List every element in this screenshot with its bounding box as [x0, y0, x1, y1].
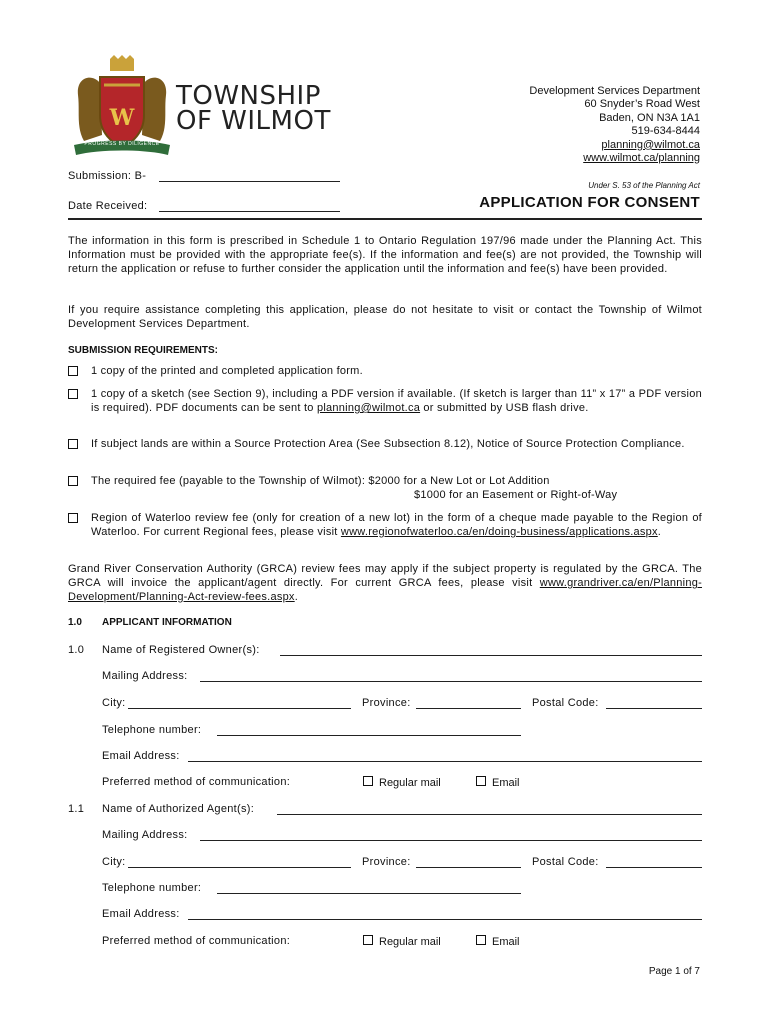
svg-text:W: W: [109, 105, 135, 131]
requirement-checkbox-2[interactable]: [68, 389, 78, 399]
dept-phone: 519-634-8444: [631, 125, 700, 138]
agent-name-label: Name of Authorized Agent(s):: [102, 803, 255, 815]
owner-email-label: Email Address:: [102, 750, 180, 762]
requirement-checkbox-5[interactable]: [68, 513, 78, 523]
agent-city-label: City:: [102, 856, 126, 868]
owner-regular-mail-label: Regular mail: [379, 777, 441, 789]
agent-mail-field[interactable]: [200, 840, 702, 841]
agent-number: 1.1: [68, 803, 85, 815]
dept-name: Development Services Department: [529, 85, 700, 97]
submission-label: Submission: B-: [68, 170, 147, 182]
agent-telephone-label: Telephone number:: [102, 882, 202, 894]
requirement-5-text-end: .: [657, 526, 662, 538]
agent-telephone-field[interactable]: [217, 893, 521, 894]
owner-province-label: Province:: [362, 697, 411, 709]
requirement-checkbox-1[interactable]: [68, 366, 78, 376]
grca-text-end: .: [294, 591, 298, 603]
region-waterloo-link[interactable]: www.regionofwaterloo.ca/en/doing-business/applications.aspx: [340, 526, 658, 538]
requirement-2-text-end: or submitted by USB flash drive.: [420, 402, 589, 414]
header-divider: [68, 218, 702, 220]
requirement-5-text: Region of Waterloo review fee (only for creation of a new lot) in the form of a cheque made payable to the Region of Waterloo. For current Regional fees, please visit: [91, 512, 702, 538]
requirement-checkbox-3[interactable]: [68, 439, 78, 449]
checkbox-icon: [363, 776, 373, 786]
owner-name-label: Name of Registered Owner(s):: [102, 644, 260, 656]
requirements-heading: SUBMISSION REQUIREMENTS:: [68, 345, 219, 356]
date-received-field[interactable]: [159, 211, 340, 212]
requirement-2: [91, 387, 702, 415]
agent-email-option[interactable]: [476, 935, 520, 948]
submission-number-field[interactable]: [159, 181, 340, 182]
agent-postal-field[interactable]: [606, 867, 702, 868]
grca-paragraph: [68, 562, 702, 604]
township-name: [176, 81, 331, 136]
agent-email-label: Email Address:: [102, 908, 180, 920]
agent-pref-label: Preferred method of communication:: [102, 935, 291, 947]
owner-telephone-label: Telephone number:: [102, 724, 202, 736]
planning-act-reference: Under S. 53 of the Planning Act: [588, 181, 700, 190]
grca-link[interactable]: www.grandriver.ca/en/Planning-Development/Planning-Act-review-fees.aspx: [68, 577, 702, 603]
owner-email-field[interactable]: [188, 761, 702, 762]
owner-telephone-field[interactable]: [217, 735, 521, 736]
requirement-5: [91, 511, 702, 539]
agent-regular-mail-label: Regular mail: [379, 936, 441, 948]
dept-email-link[interactable]: planning@wilmot.ca: [601, 138, 700, 151]
requirement-4: The required fee (payable to the Township of Wilmot): $2000 for a New Lot or Lot Addition: [91, 475, 550, 487]
owner-email-option[interactable]: [476, 776, 520, 789]
owner-name-field[interactable]: [280, 655, 702, 656]
owner-mail-field[interactable]: [200, 681, 702, 682]
agent-regular-mail-option[interactable]: [363, 935, 441, 948]
owner-postal-field[interactable]: [606, 708, 702, 709]
planning-email-link[interactable]: planning@wilmot.ca: [316, 402, 421, 414]
grca-text: Grand River Conservation Authority (GRCA) review fees may apply if the subject property is regulated by the GRCA. The GRCA will invoice the applicant/agent directly. For current GRCA fees, please visit: [68, 563, 702, 589]
township-name-line2: OF WILMOT: [176, 106, 331, 136]
agent-province-field[interactable]: [416, 867, 521, 868]
page-number: Page 1 of 7: [648, 966, 700, 977]
township-name-line1: TOWNSHIP: [176, 81, 321, 111]
owner-province-field[interactable]: [416, 708, 521, 709]
form-title: APPLICATION FOR CONSENT: [479, 194, 700, 211]
owner-postal-label: Postal Code:: [532, 697, 599, 709]
requirement-checkbox-4[interactable]: [68, 476, 78, 486]
motto-ribbon-text: PROGRESS BY DILIGENCE: [84, 141, 160, 147]
agent-mail-label: Mailing Address:: [102, 829, 188, 841]
intro-paragraph-1: The information in this form is prescribed in Schedule 1 to Ontario Regulation 197/96 made under the Planning Act. This Information must be provided with the appropriate fee(s). If the information and fee(s) are not provided, the Township will return the application or refuse to further consider the application until the information and fee(s) have been provided.: [68, 235, 702, 275]
checkbox-icon: [476, 776, 486, 786]
section-title: APPLICANT INFORMATION: [102, 617, 232, 628]
owner-regular-mail-option[interactable]: [363, 776, 441, 789]
owner-number: 1.0: [68, 644, 85, 656]
dept-web-link[interactable]: www.wilmot.ca/planning: [583, 152, 700, 165]
date-received-label: Date Received:: [68, 200, 148, 212]
dept-address-1: 60 Snyder’s Road West: [584, 98, 700, 111]
agent-postal-label: Postal Code:: [532, 856, 599, 868]
checkbox-icon: [363, 935, 373, 945]
requirement-4-fee-2: $1000 for an Easement or Right-of-Way: [414, 489, 618, 501]
owner-mail-label: Mailing Address:: [102, 670, 188, 682]
agent-email-option-label: Email: [492, 936, 520, 948]
intro-paragraph-2: If you require assistance completing this application, please do not hesitate to visit or contact the Township of Wilmot Development Services Department.: [68, 304, 702, 330]
owner-pref-label: Preferred method of communication:: [102, 776, 291, 788]
requirement-1: 1 copy of the printed and completed application form.: [91, 365, 363, 377]
section-number: 1.0: [68, 617, 82, 628]
requirement-2-text: 1 copy of a sketch (see Section 9), including a PDF version if available. (If sketch is larger than 11” x 17” a PDF version is required). PDF documents can be sent to: [91, 388, 702, 414]
dept-address-2: Baden, ON N3A 1A1: [599, 111, 700, 124]
requirement-3: If subject lands are within a Source Protection Area (See Subsection 8.12), Notice of Source Protection Compliance.: [91, 438, 685, 450]
checkbox-icon: [476, 935, 486, 945]
department-address: [529, 85, 700, 165]
agent-name-field[interactable]: [277, 814, 702, 815]
agent-city-field[interactable]: [128, 867, 351, 868]
owner-email-option-label: Email: [492, 777, 520, 789]
agent-province-label: Province:: [362, 856, 411, 868]
owner-city-field[interactable]: [128, 708, 351, 709]
owner-city-label: City:: [102, 697, 126, 709]
agent-email-field[interactable]: [188, 919, 702, 920]
